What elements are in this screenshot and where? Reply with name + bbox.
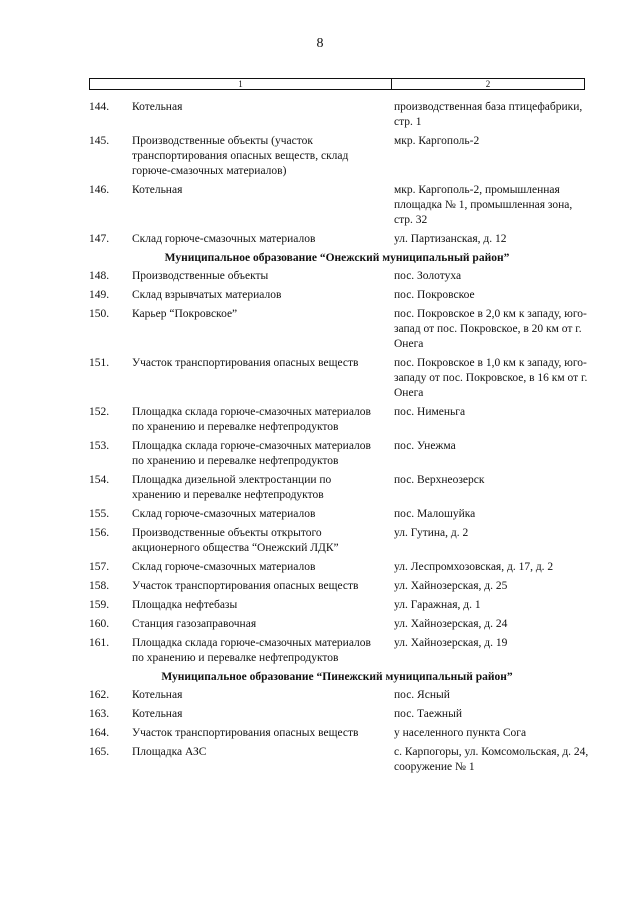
- row-number: 151.: [89, 357, 110, 369]
- row-number: 148.: [89, 270, 110, 282]
- object-address: ул. Хайнозерская, д. 25: [394, 580, 508, 592]
- object-name: Площадка нефтебазы: [132, 599, 238, 611]
- object-address: мкр. Каргополь-2, промышленная площадка № 1, промышленная зона, стр. 32: [394, 184, 573, 226]
- row-number: 160.: [89, 618, 110, 630]
- section-heading-onega: Муниципальное образование “Онежский муниципальный район”: [164, 252, 510, 264]
- section-heading-pinega: Муниципальное образование “Пинежский муниципальный район”: [161, 671, 513, 683]
- object-name: Площадка склада горюче-смазочных материалов по хранению и перевалке нефтепродуктов: [132, 440, 371, 467]
- row-number: 165.: [89, 746, 110, 758]
- table-row: [0, 707, 640, 722]
- object-name: Производственные объекты (участок транспортирования опасных веществ, склад горюче-смазочных материалов): [132, 135, 349, 177]
- object-address: ул. Хайнозерская, д. 19: [394, 637, 508, 649]
- object-name: Склад горюче-смазочных материалов: [132, 508, 316, 520]
- row-number: 164.: [89, 727, 110, 739]
- object-name: Склад горюче-смазочных материалов: [132, 561, 316, 573]
- object-address: пос. Покровское в 1,0 км к западу, юго-западу от пос. Покровское, в 16 км от г. Онега: [394, 357, 588, 399]
- table-row: [0, 288, 640, 303]
- row-number: 145.: [89, 135, 110, 147]
- object-address: пос. Ясный: [394, 689, 450, 701]
- object-address: ул. Хайнозерская, д. 24: [394, 618, 508, 630]
- object-address: пос. Унежма: [394, 440, 456, 452]
- table-row: [0, 405, 640, 435]
- object-name: Площадка дизельной электростанции по хранению и перевалке нефтепродуктов: [132, 474, 332, 501]
- table-row: [0, 183, 640, 228]
- table-row: [0, 526, 640, 556]
- row-number: 146.: [89, 184, 110, 196]
- object-address: пос. Покровское в 2,0 км к западу, юго-запад от пос. Покровское, в 20 км от г. Онега: [394, 308, 587, 350]
- table-row: [0, 134, 640, 179]
- object-address: производственная база птицефабрики, стр. 1: [394, 101, 583, 128]
- table-body: [0, 100, 640, 779]
- table-row: [0, 439, 640, 469]
- object-address: ул. Леспромхозовская, д. 17, д. 2: [394, 561, 554, 573]
- row-number: 150.: [89, 308, 110, 320]
- table-row: [0, 507, 640, 522]
- object-name: Участок транспортирования опасных веществ: [132, 580, 359, 592]
- object-address: с. Карпогоры, ул. Комсомольская, д. 24, сооружение № 1: [394, 746, 589, 773]
- table-row: [0, 356, 640, 401]
- table-row: [0, 726, 640, 741]
- table-row: [0, 745, 640, 775]
- row-number: 159.: [89, 599, 110, 611]
- row-number: 161.: [89, 637, 110, 649]
- object-address: у населенного пункта Сога: [394, 727, 527, 739]
- column-header-1: 1: [90, 79, 392, 89]
- object-name: Участок транспортирования опасных веществ: [132, 727, 359, 739]
- object-name: Котельная: [132, 708, 183, 720]
- row-number: 149.: [89, 289, 110, 301]
- row-number: 154.: [89, 474, 110, 486]
- table-row: [0, 579, 640, 594]
- row-number: 153.: [89, 440, 110, 452]
- object-name: Склад горюче-смазочных материалов: [132, 233, 316, 245]
- table-row: [0, 617, 640, 632]
- object-address: пос. Малошуйка: [394, 508, 476, 520]
- row-number: 152.: [89, 406, 110, 418]
- object-address: пос. Золотуха: [394, 270, 462, 282]
- row-number: 155.: [89, 508, 110, 520]
- object-name: Площадка склада горюче-смазочных материалов по хранению и перевалке нефтепродуктов: [132, 637, 371, 664]
- table-row: [0, 232, 640, 247]
- column-header-2: 2: [485, 79, 491, 89]
- table-row: [0, 636, 640, 666]
- object-name: Котельная: [132, 101, 183, 113]
- object-name: Склад взрывчатых материалов: [132, 289, 282, 301]
- table-header: [89, 78, 585, 90]
- object-name: Производственные объекты: [132, 270, 269, 282]
- object-address: ул. Партизанская, д. 12: [394, 233, 507, 245]
- object-name: Станция газозаправочная: [132, 618, 257, 630]
- row-number: 157.: [89, 561, 110, 573]
- table-row: [0, 269, 640, 284]
- table-row: [0, 688, 640, 703]
- object-name: Котельная: [132, 689, 183, 701]
- object-address: мкр. Каргополь-2: [394, 135, 480, 147]
- page-number: 8: [316, 36, 324, 51]
- object-name: Участок транспортирования опасных веществ: [132, 357, 359, 369]
- row-number: 144.: [89, 101, 110, 113]
- object-name: Производственные объекты открытого акционерного общества “Онежский ЛДК”: [132, 527, 339, 554]
- row-number: 156.: [89, 527, 110, 539]
- object-address: пос. Покровское: [394, 289, 475, 301]
- table-row: [0, 307, 640, 352]
- table-row: [0, 473, 640, 503]
- object-name: Карьер “Покровское”: [132, 308, 238, 320]
- table-row: [0, 100, 640, 130]
- row-number: 158.: [89, 580, 110, 592]
- table-row: [0, 598, 640, 613]
- row-number: 147.: [89, 233, 110, 245]
- table-row: [0, 560, 640, 575]
- object-name: Котельная: [132, 184, 183, 196]
- object-address: ул. Гутина, д. 2: [394, 527, 469, 539]
- object-address: ул. Гаражная, д. 1: [394, 599, 481, 611]
- object-address: пос. Верхнеозерск: [394, 474, 485, 486]
- row-number: 163.: [89, 708, 110, 720]
- object-name: Площадка склада горюче-смазочных материалов по хранению и перевалке нефтепродуктов: [132, 406, 371, 433]
- object-name: Площадка АЗС: [132, 746, 207, 758]
- object-address: пос. Нименьга: [394, 406, 466, 418]
- row-number: 162.: [89, 689, 110, 701]
- object-address: пос. Таежный: [394, 708, 462, 720]
